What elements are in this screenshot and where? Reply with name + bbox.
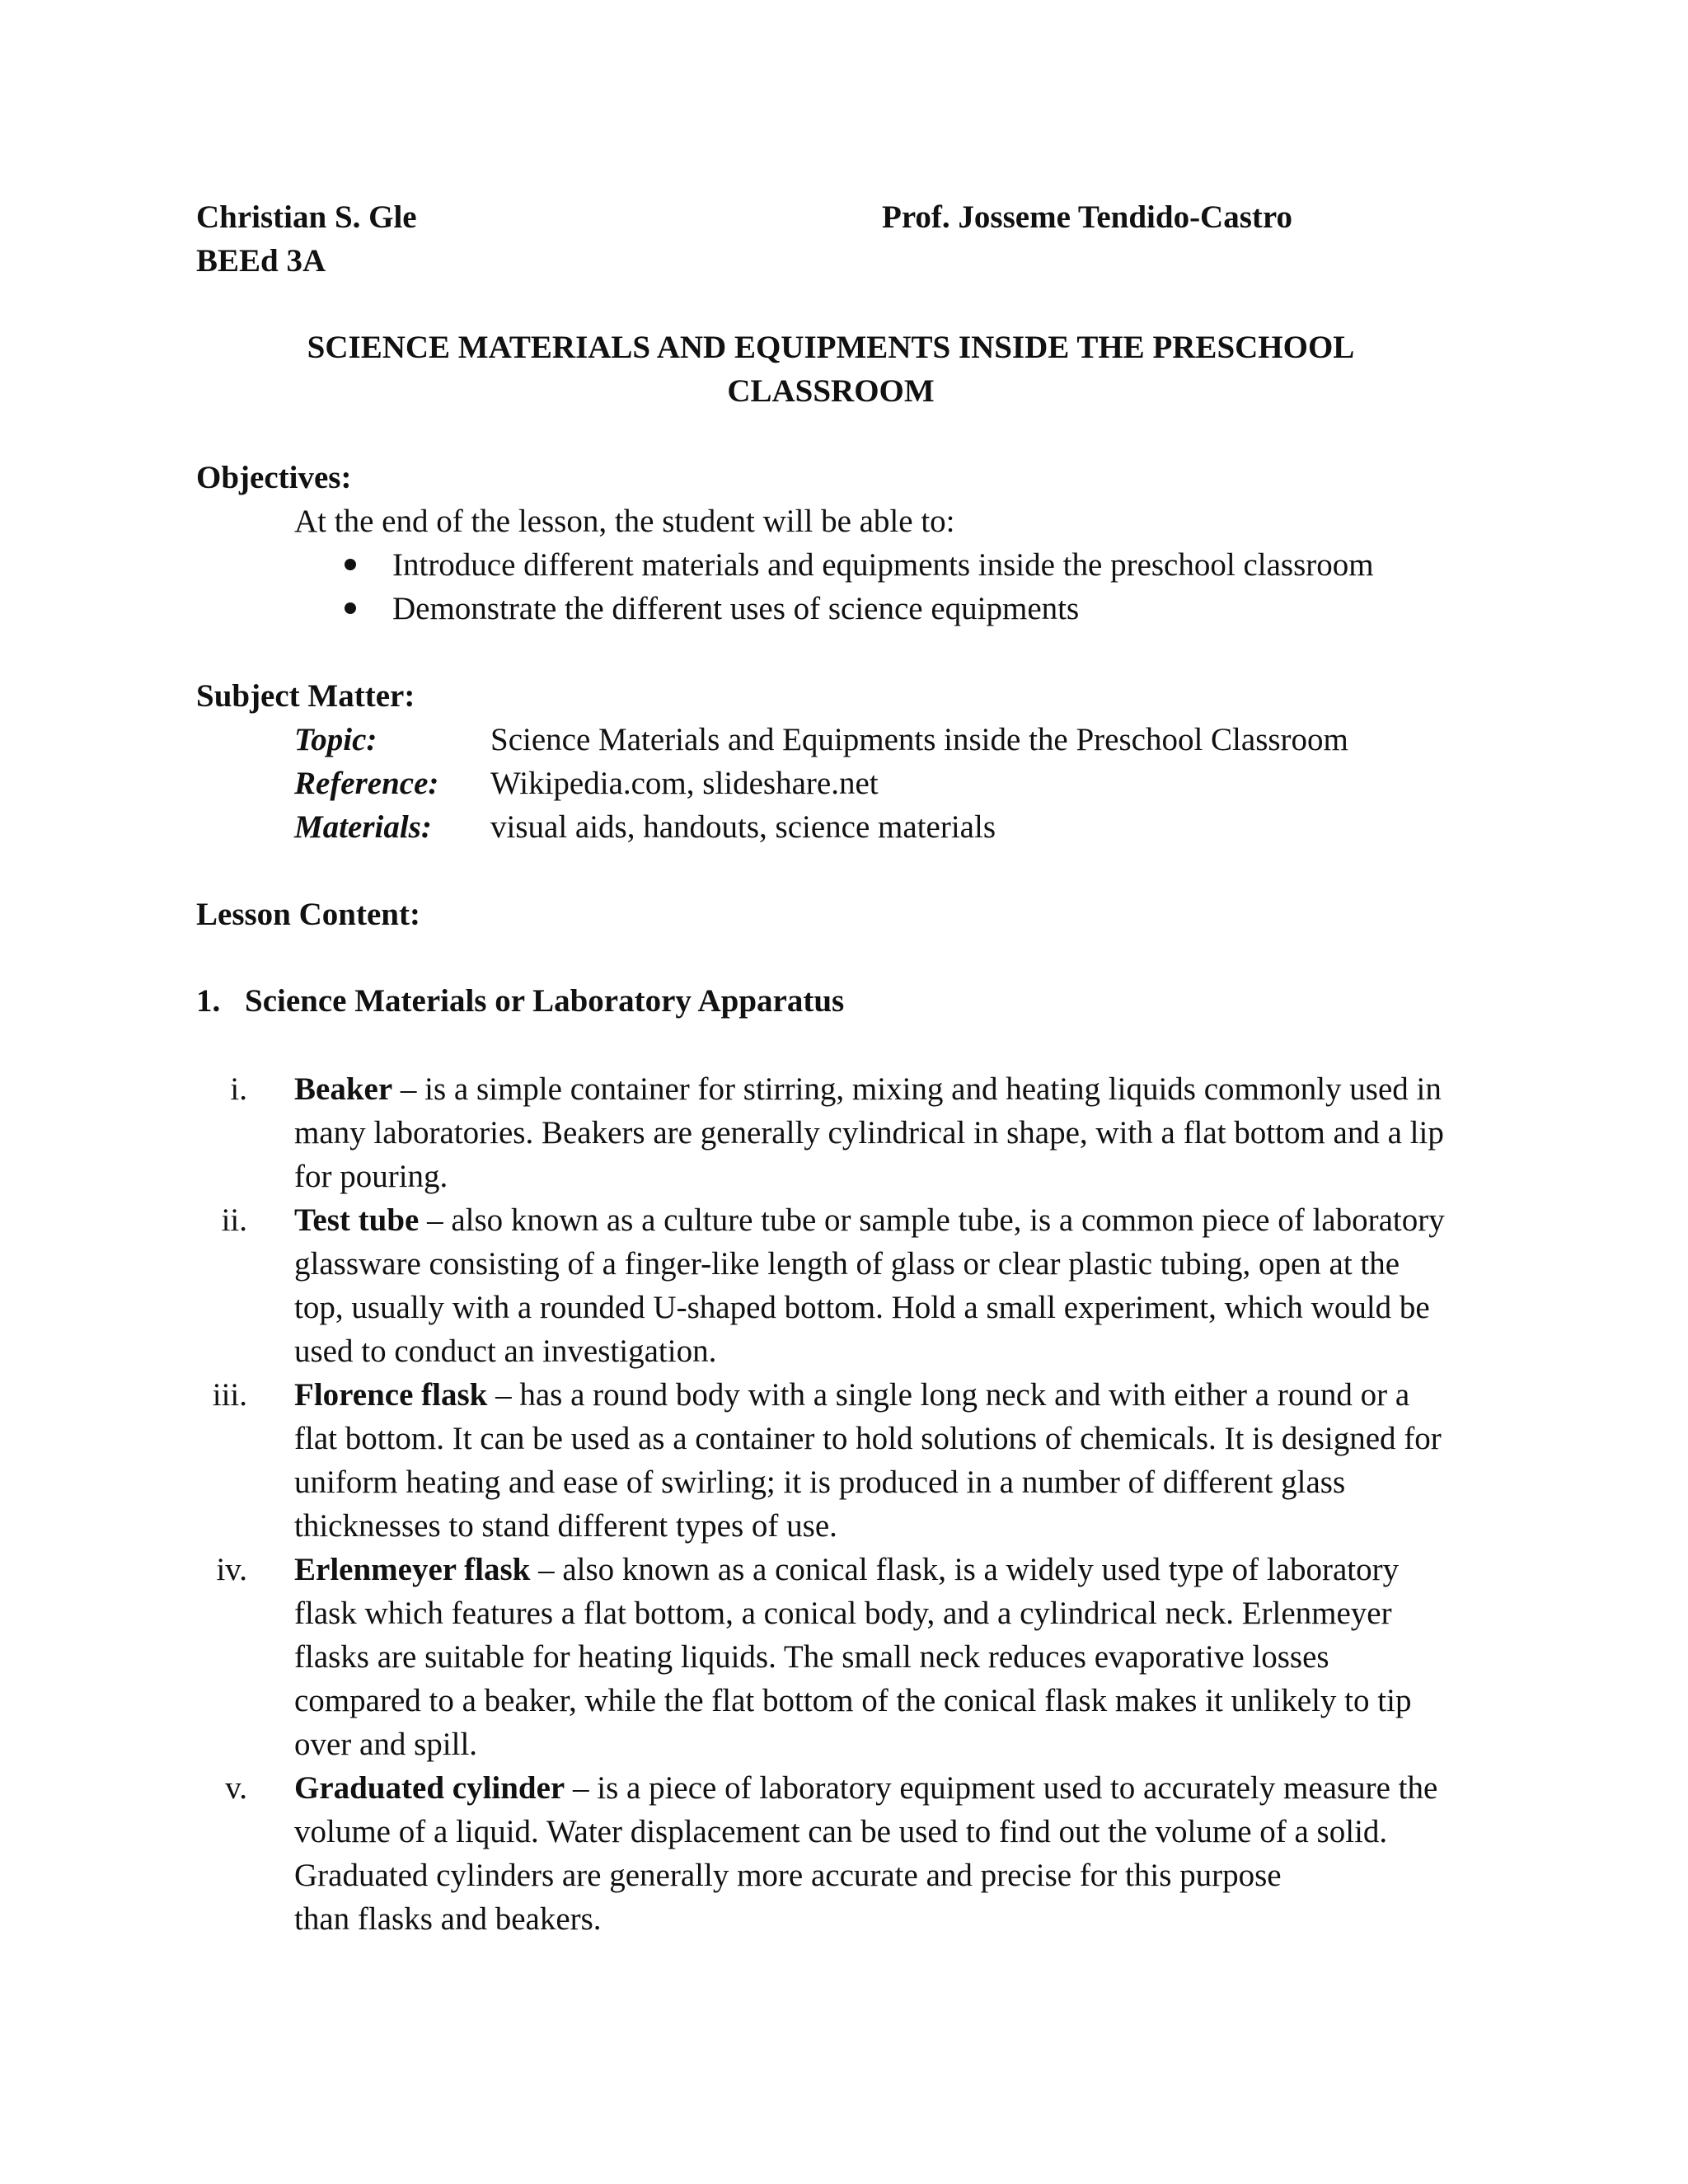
list-item-beaker xyxy=(294,1067,1489,1198)
objectives-intro: At the end of the lesson, the student will be able to: xyxy=(294,504,955,539)
reference-value: Wikipedia.com, slideshare.net xyxy=(490,766,879,801)
section-number: 1. xyxy=(196,983,221,1019)
item-line xyxy=(294,1198,1489,1242)
item-term: Erlenmeyer flask xyxy=(294,1552,531,1587)
item-text: – has a round body with a single long neck and with either a round or a xyxy=(487,1377,1410,1413)
item-text: for pouring. xyxy=(294,1159,448,1194)
section-title: Science Materials or Laboratory Apparatus xyxy=(245,983,845,1019)
list-item-erlenmeyer-flask xyxy=(294,1548,1489,1766)
item-text: glassware consisting of a finger-like length of glass or clear plastic tubing, open at the xyxy=(294,1246,1400,1282)
list-item-florence-flask xyxy=(294,1373,1489,1548)
item-term: Florence flask xyxy=(294,1377,488,1413)
bullet-icon xyxy=(345,602,356,614)
item-text: used to conduct an investigation. xyxy=(294,1333,717,1369)
list-item-test-tube xyxy=(294,1198,1489,1373)
materials-label: Materials: xyxy=(294,809,432,845)
item-text: flat bottom. It can be used as a container to hold solutions of chemicals. It is designed for xyxy=(294,1421,1442,1456)
item-text: flask which features a flat bottom, a conical body, and a cylindrical neck. Erlenmeyer xyxy=(294,1596,1392,1631)
topic-label: Topic: xyxy=(294,722,377,757)
item-numeral: v. xyxy=(225,1770,247,1806)
item-term: Beaker xyxy=(294,1071,393,1107)
student-class: BEEd 3A xyxy=(196,243,326,279)
item-text: – is a piece of laboratory equipment used to accurately measure the xyxy=(565,1770,1438,1806)
item-text: over and spill. xyxy=(294,1727,478,1762)
bullet-icon xyxy=(345,559,356,570)
item-text: uniform heating and ease of swirling; it is produced in a number of different glass xyxy=(294,1465,1346,1500)
item-text: – also known as a culture tube or sample tube, is a common piece of laboratory xyxy=(419,1202,1445,1238)
item-term: Test tube xyxy=(294,1202,420,1238)
professor-name: Prof. Josseme Tendido-Castro xyxy=(882,199,1292,235)
objective-bullet: Demonstrate the different uses of science equipments xyxy=(392,591,1080,626)
subject-matter-heading: Subject Matter: xyxy=(196,678,415,714)
item-text: than flasks and beakers. xyxy=(294,1901,602,1937)
item-text: flasks are suitable for heating liquids. The small neck reduces evaporative losses xyxy=(294,1639,1329,1675)
item-numeral: ii. xyxy=(221,1202,247,1238)
materials-value: visual aids, handouts, science materials xyxy=(490,809,996,845)
objectives-heading: Objectives: xyxy=(196,460,352,495)
item-numeral: i. xyxy=(230,1071,247,1107)
item-text: – is a simple container for stirring, mixing and heating liquids commonly used in xyxy=(392,1071,1442,1107)
document-title-line-1: SCIENCE MATERIALS AND EQUIPMENTS INSIDE THE PRESCHOOL xyxy=(307,330,1355,365)
item-numeral: iv. xyxy=(216,1552,247,1587)
objective-bullet: Introduce different materials and equipments inside the preschool classroom xyxy=(392,547,1374,583)
item-text: top, usually with a rounded U-shaped bottom. Hold a small experiment, which would be xyxy=(294,1290,1430,1325)
student-name: Christian S. Gle xyxy=(196,199,417,235)
item-text: Graduated cylinders are generally more accurate and precise for this purpose xyxy=(294,1858,1282,1893)
item-line xyxy=(294,1373,1489,1417)
item-line xyxy=(294,1548,1489,1591)
item-numeral: iii. xyxy=(212,1377,247,1413)
lesson-content-heading: Lesson Content: xyxy=(196,897,420,932)
reference-label: Reference: xyxy=(294,766,439,801)
item-text: volume of a liquid. Water displacement can be used to find out the volume of a solid. xyxy=(294,1814,1388,1849)
document-title-line-2: CLASSROOM xyxy=(727,373,935,409)
item-text: thicknesses to stand different types of use. xyxy=(294,1508,837,1544)
item-text: compared to a beaker, while the flat bottom of the conical flask makes it unlikely to tip xyxy=(294,1683,1412,1718)
item-text: – also known as a conical flask, is a widely used type of laboratory xyxy=(530,1552,1400,1587)
item-text: many laboratories. Beakers are generally cylindrical in shape, with a flat bottom and a lip xyxy=(294,1115,1444,1151)
list-item-graduated-cylinder xyxy=(294,1766,1489,1941)
item-line xyxy=(294,1067,1489,1111)
topic-value: Science Materials and Equipments inside the Preschool Classroom xyxy=(490,722,1348,757)
item-term: Graduated cylinder xyxy=(294,1770,565,1806)
item-line xyxy=(294,1766,1489,1810)
